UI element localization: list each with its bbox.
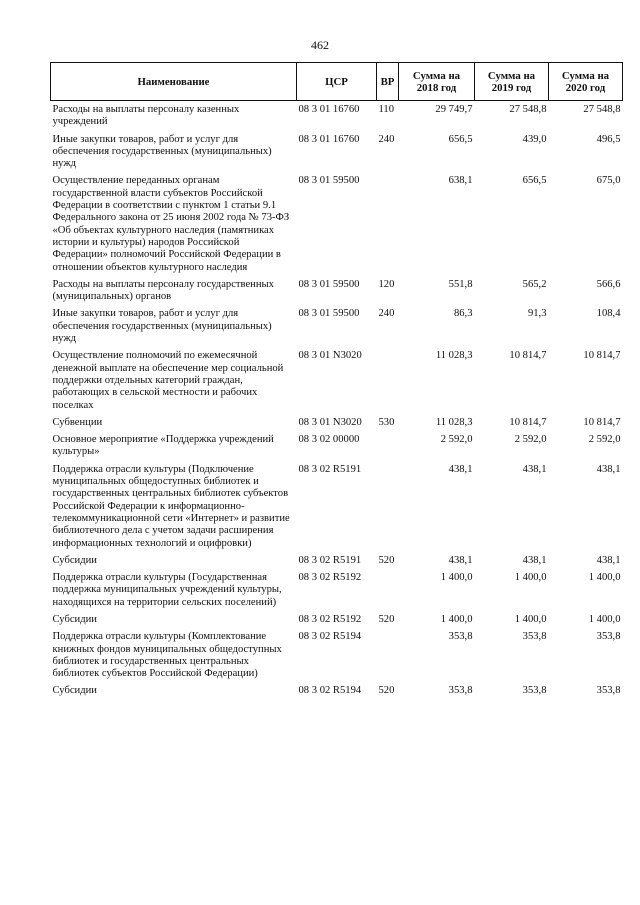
cell-vr: 120 [378,278,395,290]
cell-vr: 240 [378,133,395,145]
header-vr: ВР [377,63,399,101]
cell-sum-2018: 1 400,0 [440,613,473,625]
cell-sum-2019: 656,5 [522,175,547,187]
cell-csr: 08 3 01 N3020 [298,350,362,362]
cell-vr [377,461,399,552]
cell-csr: 08 3 01 59500 [298,278,360,290]
cell-name: Субвенции [52,416,103,428]
header-sum-2018: Сумма на 2018 год [399,63,475,101]
cell-sum-2018: 656,5 [448,133,473,145]
cell-sum-2018: 638,1 [448,175,473,187]
cell-name: Иные закупки товаров, работ и услуг для обеспечения государственных (муниципальных) нужд [52,133,272,170]
cell-name: Субсидии [52,685,97,697]
table-row [51,276,623,306]
cell-sum-2019: 1 400,0 [514,613,547,625]
cell-csr: 08 3 02 R5192 [298,613,362,625]
cell-sum-2020: 10 814,7 [583,350,621,362]
cell-name: Расходы на выплаты персоналу казенных учреждений [52,104,240,128]
cell-name: Поддержка отрасли культуры (Подключение муниципальных общедоступных библиотек и государственных центральных библиотек субъектов Российской Федерации к информационно-телекоммуникационной сети «Интернет» и развитие библиотечного дела с учетом задачи расширения информационных технологий и оцифровки) [52,463,290,549]
cell-csr: 08 3 01 59500 [298,175,360,187]
cell-sum-2018: 551,8 [448,278,473,290]
cell-vr [377,628,399,682]
cell-sum-2018: 353,8 [448,631,473,643]
header-sum-2020: Сумма на 2020 год [549,63,623,101]
table-row [51,569,623,611]
table-row [51,552,623,569]
cell-csr: 08 3 02 R5192 [298,572,362,584]
cell-csr: 08 3 02 R5191 [298,554,362,566]
cell-sum-2019: 353,8 [522,685,547,697]
cell-sum-2018: 438,1 [448,463,473,475]
cell-name: Субсидии [52,613,97,625]
cell-sum-2020: 353,8 [596,631,621,643]
cell-sum-2019: 438,1 [522,554,547,566]
cell-sum-2020: 438,1 [596,554,621,566]
table-row [51,431,623,461]
cell-sum-2018: 11 028,3 [435,416,473,428]
cell-name: Субсидии [52,554,97,566]
cell-name: Поддержка отрасли культуры (Комплектование книжных фондов муниципальных общедоступных библиотек и государственных центральных библиотек субъектов Российской Федерации) [52,631,282,680]
cell-sum-2018: 29 749,7 [435,104,473,115]
cell-name: Основное мероприятие «Поддержка учреждений культуры» [52,434,274,458]
table-row [51,305,623,347]
cell-vr [377,347,399,413]
cell-sum-2019: 10 814,7 [509,350,547,362]
cell-name: Осуществление полномочий по ежемесячной денежной выплате на обеспечение мер социальной поддержки отдельных категорий граждан, работающих в сельской местности и рабочих поселках [52,350,284,411]
cell-vr [377,431,399,461]
table-row [51,611,623,628]
cell-sum-2018: 438,1 [448,554,473,566]
cell-sum-2020: 27 548,8 [583,104,621,115]
cell-csr: 08 3 01 16760 [298,133,360,145]
cell-sum-2019: 10 814,7 [509,416,547,428]
cell-sum-2020: 1 400,0 [588,572,621,584]
table-row [51,682,623,699]
cell-vr [377,569,399,611]
cell-sum-2018: 2 592,0 [440,434,473,446]
table-row [51,628,623,682]
cell-sum-2020: 2 592,0 [588,434,621,446]
cell-sum-2019: 439,0 [522,133,547,145]
cell-csr: 08 3 01 59500 [298,308,360,320]
table-row [51,131,623,173]
cell-sum-2019: 565,2 [522,278,547,290]
cell-name: Осуществление переданных органам государственной власти субъектов Российской Федерации в соответствии с пунктом 1 статьи 9.1 Федерального закона от 25 июня 2002 года № 73-ФЗ «Об объектах культурного наследия (памятниках истории и культуры) народов Российской Федерации» полномочий Российской Федерации в отношении объектов культурного наследия [52,175,290,273]
cell-vr [377,172,399,275]
cell-vr: 520 [378,685,395,697]
cell-csr: 08 3 02 R5194 [298,685,362,697]
header-sum-2019: Сумма на 2019 год [475,63,549,101]
cell-sum-2019: 2 592,0 [514,434,547,446]
cell-sum-2019: 27 548,8 [509,104,547,115]
cell-sum-2020: 496,5 [596,133,621,145]
cell-csr: 08 3 02 R5194 [298,631,362,643]
cell-name: Поддержка отрасли культуры (Государственная поддержка муниципальных учреждений культуры, находящихся на территории сельских поселений) [52,572,282,608]
cell-vr: 240 [378,308,395,320]
cell-sum-2020: 1 400,0 [588,613,621,625]
table-row [51,347,623,413]
cell-sum-2018: 86,3 [453,308,473,320]
cell-sum-2020: 108,4 [596,308,621,320]
budget-table [50,62,623,700]
table-row [51,101,623,131]
cell-sum-2019: 1 400,0 [514,572,547,584]
cell-sum-2019: 438,1 [522,463,547,475]
cell-csr: 08 3 01 16760 [298,104,360,115]
cell-csr: 08 3 02 R5191 [298,463,362,475]
cell-name: Расходы на выплаты персоналу государственных (муниципальных) органов [52,278,274,303]
header-name: Наименование [51,63,297,101]
cell-sum-2020: 438,1 [596,463,621,475]
cell-sum-2020: 566,6 [596,278,621,290]
cell-csr: 08 3 01 N3020 [298,416,362,428]
table-row [51,172,623,275]
cell-sum-2018: 353,8 [448,685,473,697]
cell-sum-2020: 10 814,7 [583,416,621,428]
cell-sum-2018: 11 028,3 [435,350,473,362]
cell-sum-2020: 675,0 [596,175,621,187]
header-csr: ЦСР [297,63,377,101]
cell-sum-2019: 353,8 [522,631,547,643]
cell-name: Иные закупки товаров, работ и услуг для обеспечения государственных (муниципальных) нужд [52,308,272,345]
cell-vr: 530 [378,416,395,428]
cell-csr: 08 3 02 00000 [298,434,360,446]
cell-vr: 520 [378,613,395,625]
cell-sum-2018: 1 400,0 [440,572,473,584]
page-number: 462 [311,38,329,52]
cell-sum-2020: 353,8 [596,685,621,697]
table-row [51,461,623,552]
table-header-row [51,63,623,101]
table-row [51,414,623,431]
cell-vr: 520 [378,554,395,566]
cell-sum-2019: 91,3 [527,308,547,320]
cell-vr: 110 [378,104,394,115]
